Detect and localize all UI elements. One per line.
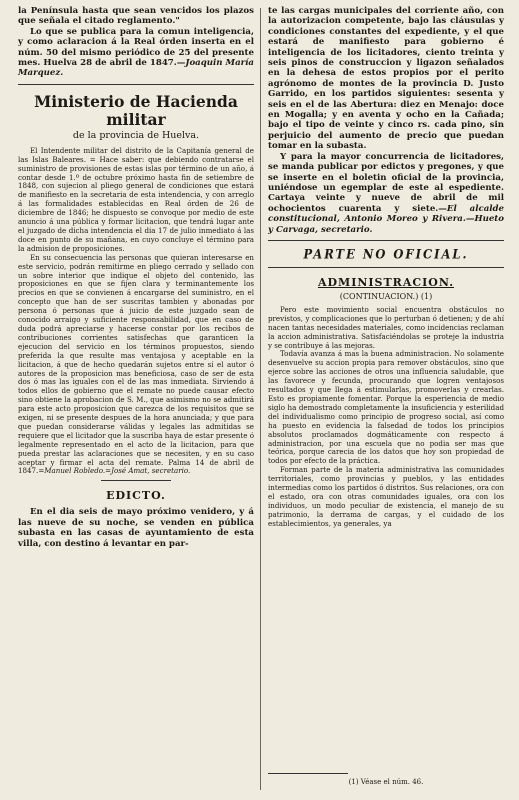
ministerio-title: Ministerio de Hacienda militar — [34, 91, 238, 129]
continuation-paragraph-2-text: Y para la mayor concurrencia de licitadores, se manda publicar por edictos y pregones, y que se inserte en el boletin oficial de la provincia, uniéndose un egemplar de este al espediente. Cartaya veinte y nueve de abril de mil ochocientos cuarenta y siete. — [268, 151, 504, 214]
footnote-rule — [268, 773, 348, 774]
intro-paragraph-2-text: Lo que se publica para la comun inteligencia, y como aclaracion á la Real órden inserta en el núm. 50 del mismo periódico de 25 del presente mes. Huelva 28 de abril de 1847. — [18, 26, 254, 69]
continuacion-label: (CONTINUACION.) (1) — [339, 291, 433, 301]
section-rule — [268, 267, 504, 268]
footnote: (1) Véase el núm. 46. — [348, 778, 424, 786]
short-rule — [101, 480, 171, 481]
intro-signature: —Joaquin María Marquez. — [18, 58, 254, 79]
ministerio-paragraph-2-text: En su consecuencia las personas que quieran interesarse en este servicio, podrán remitirme en pliego cerrado y sellado con un sobre interior que indique el objeto del contenido, las proposiciones en que se fijen clara y terminantemente los precios en que se convienen á encargarse del suministro, en el concepto que han de ser suscritas tambien y abonadas por persona ó personas que á juicio de este juzgado sean de conocido arraigo y suficiente responsabilidad, que en caso de duda podrá apreciarse y hacerse constar por los recibos de contribuciones corrientes satisfechas que garanticen la ejecucion del servicio en los términos propuestos, siendo preferida la que resulte mas ventajosa y aceptable en la licitacion, á que de hecho quedarán sujetos entre sí el autor ó autores de la proposicion mas beneficiosa, caso de ser de esta dos ó mas las iguales con el de las mas inmediata. Sirviendo á todos ellos de gobierno que el remate no puede causar efecto sino obtiene la aprobacion de S. M., que asimismo no se admitirá para este acto proposicion que carezca de los requisitos que se exigen, ni se presente despues de la hora anunciada; y que para que puedan considerarse válidas y legales las admitidas se requiere que el licitador que la suscriba haya de estar presente ó legalmente representado en el acto de la licitacion, para que pueda prestar las aclaraciones que se necesiten, y en su caso aceptar y firmar el acta del remate. Palma 14 de abril de 1847. — [18, 252, 254, 476]
ministerio-subtitle: de la provincia de Huelva. — [72, 129, 200, 141]
administracion-title: ADMINISTRACION. — [317, 275, 455, 289]
parte-no-oficial-title: PARTE NO OFICIAL. — [303, 245, 469, 262]
section-rule — [268, 240, 504, 241]
administracion-paragraph-3: Forman parte de la materia administrativa las comunidades territoriales, como provincias y pueblos, y las entidades intermedias como los partidos ó distritos. Sus relaciones, ora con el estado, ora con otras comunidades iguales, ora con los individuos, un modo peculiar de existencia, el manejo de su patrimonio, la derrama de cargas, y el cuidado de los establecimientos, ya generales, ya — [268, 465, 504, 528]
administracion-paragraph-2: Todavía avanza á mas la buena administracion. No solamente desenvuelve su accion propia para remover obstáculos, sino que ejerce sobre las acciones de otros una influencia saludable, que las favorece y fecunda, procurando que logren ventajosos resultados y que llega á estimularlas, promoverlas y crearlas. Esto es propiamente fomentar. Porque la esperiencia de medio siglo ha demostrado completamente la insuficiencia y esterilidad del individualismo como principio de progreso social, así como ha puesto en evidencia la falsedad de todos los principios absolutos proclamados dogmáticamente con respecto á administracion, por una escuela que no podia ser mas que teórica, porque carecia de los datos que hoy son propiedad de todos por efecto de la práctica. — [268, 349, 504, 466]
continuation-signature: —El alcalde constitucional, Antonio Moreo y Rivera.—Hueto y Carvaga, secretario. — [268, 203, 505, 235]
column-divider — [260, 8, 261, 790]
administracion-paragraph-1: Pero este movimiento social encuentra obstáculos no previstos, y complicaciones que lo perturban ó detienen; y de ahí nacen tantas necesidades materiales, como incidencias reclaman la accion administrativa. Satisfaciéndolas se proteje la industria y se contribuye á las mejoras. — [268, 304, 504, 350]
continuation-paragraph-1: te las cargas municipales del corriente año, con la autorizacion competente, bajo las cláusulas y condiciones constantes del expediente, y el que estará de manifiesto para gobierno é inteligencia de los licitadores, ciento treinta y seis pinos de construccion y ligazon señalados en la dehesa de estos propios por el perito agrónomo de montes de la provincia D. Justo Garrido, en los partidos siguientes: sesenta y seis en el de las Abertura: diez en Menajo: doce en Mogalla; y en aventa y ocho en la Cañada; bajo el tipo de veinte y cinco rs. cada pino, sin perjuicio del aumento de precio que puedan tomar en la subasta. — [268, 6, 504, 152]
right-column — [268, 6, 504, 792]
ministerio-paragraph-1: El Intendente militar del distrito de la Capitanía general de las Islas Baleares. = Hace saber: que debiendo contratarse el suministro de provisiones de estas islas por término de un año, á contar desde 1.º de octubre próximo hasta fin de setiembre de 1848, con sujecion al pliego general de condiciones que estará de manifiesto en la secretaria de esta intendencia, y con arreglo á las formalidades establecidas en Real órden de 26 de diciembre de 1846; he dispuesto se convoque por medio de este anuncio á una pública y formar licitacion, que tendrá lugar ante el juzgado de dicha intendencia el dia 17 de julio inmediato á las doce en punto de su mañana, en cuyo concluye el término para la admision de proposiciones. — [18, 145, 254, 253]
intro-paragraph-1: la Península hasta que sean vencidos los plazos que señala el citado reglamento." — [18, 6, 254, 27]
ministerio-signature: =Manuel Robledo.=José Amat, secretario. — [38, 466, 191, 476]
ministerio-paragraph-2 — [18, 254, 254, 477]
continuation-paragraph-2 — [268, 152, 504, 235]
edicto-title: EDICTO. — [106, 489, 166, 503]
section-rule — [18, 84, 254, 85]
intro-paragraph-2 — [18, 27, 254, 79]
edicto-paragraph-1: En el dia seis de mayo próximo venidero, y á las nueve de su noche, se venden en pública subasta en las casas de ayuntamiento de esta villa, con destino á levantar en par- — [18, 507, 254, 549]
left-column — [18, 6, 254, 792]
